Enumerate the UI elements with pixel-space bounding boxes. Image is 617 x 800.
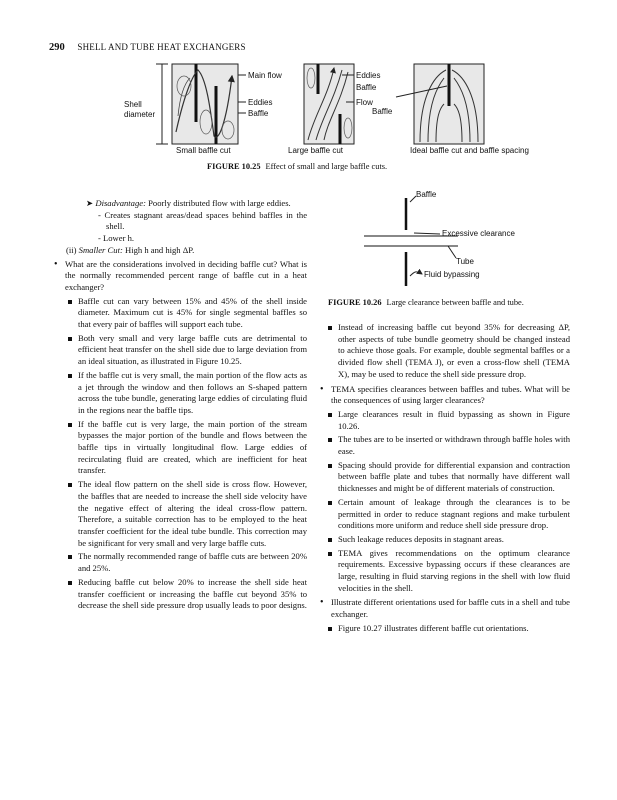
panel-label-large: Large baffle cut xyxy=(288,146,344,155)
bullet-6: The normally recommended range of baffle cuts are between 20% and 25%. xyxy=(66,551,307,574)
disadvantage-label: Disadvantage: xyxy=(95,198,146,208)
tube-label: Tube xyxy=(456,257,474,266)
smaller-cut-para xyxy=(60,245,307,257)
dash-text-2: Lower h. xyxy=(103,233,135,244)
bullet-4: If the baffle cut is very large, the main portion of the stream bypasses the major portion of the bundle and flows between the baffle tips in virtually longitudinal flow. Large eddies of recirculating fluid are created, which are inefficient for heat transfer. xyxy=(66,419,307,478)
fig26-baffle-label: Baffle xyxy=(416,190,437,199)
shell-label: Shell xyxy=(124,100,142,109)
bullet-7: Reducing baffle cut below 20% to increase the shell side heat transfer coefficient or increasing the baffle cut beyond 35% to decrease the shell side pressure drop usually leads to poor designs. xyxy=(66,577,307,612)
clearance-bullet-6: TEMA gives recommendations on the optimum clearance requirements. Excessive bypassing occurs if these clearances are large, resulting in fluid starving regions in the shell with low fluid velocities in the shell. xyxy=(326,548,570,595)
eddies-label-1: Eddies xyxy=(248,98,273,107)
right-bullet-1: Instead of increasing baffle cut beyond 35% for decreasing ΔP, other aspects of tube bundle geometry should be changed instead to achieve those goals. For example, double segmental baffles or a divided flow shell (TEMA J), or even a cross-flow shell (TEMA X), may be used to reduce the shell side pressure drop. xyxy=(326,322,570,381)
baffle-label-2: Baffle xyxy=(356,83,377,92)
bullet-2: Both very small and very large baffle cuts are detrimental to efficient heat transfer on the shell side due to large deviation from an ideal situation, as illustrated in Figure 10.25. xyxy=(66,333,307,368)
running-header xyxy=(49,42,246,53)
panel-large-cut xyxy=(304,64,354,144)
fluid-bypassing-label: Fluid bypassing xyxy=(424,270,480,279)
caption-text: Large clearance between baffle and tube. xyxy=(386,298,524,307)
dash-item-2: - Lower h. xyxy=(98,233,135,244)
left-column xyxy=(60,198,307,612)
clearance-bullet-2: The tubes are to be inserted or withdrawn through baffle holes with ease. xyxy=(326,434,570,457)
dash-item-1: - Creates stagnant areas/dead spaces behind baffles in the shell. xyxy=(98,209,308,232)
clearance-bullet-5: Such leakage reduces deposits in stagnant areas. xyxy=(326,534,570,546)
panel-ideal-cut xyxy=(414,64,484,144)
shell-diameter-label xyxy=(124,100,155,120)
question-3: • Illustrate different orientations used for baffle cuts in a shell and tube exchanger. xyxy=(320,597,570,620)
question-1: • What are the considerations involved in deciding baffle cut? What is the normally recommended percent range of baffle cut in a heat exchanger? xyxy=(54,259,307,294)
clearance-bullet-3: Spacing should provide for differential expansion and contraction between baffle plate and tubes that normally have different wall thicknesses and might be of different materials of construction. xyxy=(326,460,570,495)
baffle-label-3: Baffle xyxy=(372,107,393,116)
diameter-label: diameter xyxy=(124,110,156,119)
page-number: 290 xyxy=(49,42,65,53)
baffle-label-1: Baffle xyxy=(248,109,269,118)
eddies-label-2: Eddies xyxy=(356,71,381,80)
running-title: SHELL AND TUBE HEAT EXCHANGERS xyxy=(77,42,246,52)
caption-text: Effect of small and large baffle cuts. xyxy=(265,162,388,171)
clearance-bullet-4: Certain amount of leakage through the clearances is to be permitted in order to reduce stagnant regions and make turbulent conditions more uniform and reduce shell side pressure drop. xyxy=(326,497,570,532)
panel-label-ideal: Ideal baffle cut and baffle spacing xyxy=(410,146,529,155)
smaller-cut-num: (ii) xyxy=(66,244,77,255)
figure-10-25 xyxy=(118,56,578,162)
panel-small-cut xyxy=(172,64,238,144)
figure-10-25-caption xyxy=(207,162,387,171)
disadvantage-para: ➤ Disadvantage: Poorly distributed flow with large eddies. xyxy=(86,198,291,208)
main-flow-label: Main flow xyxy=(248,71,282,80)
smaller-cut-label: Smaller Cut: xyxy=(78,244,123,255)
question-2: • TEMA specifies clearances between baffles and tubes. What will be the consequences of using larger clearances? xyxy=(320,384,570,407)
bullet-1: Baffle cut can vary between 15% and 45% of the shell inside diameter. Maximum cut is 45% for single segmental baffles so that every pair of baffles will support each tube. xyxy=(66,296,307,331)
bullet-5: The ideal flow pattern on the shell side is cross flow. However, the baffles that are needed to increase the shell side velocity have the negative effect of altering the ideal cross-flow pattern. Therefore, a suitable correction has to be employed to the heat transfer coefficient for the ideal tube bundle. This correction may be significant for very small and very large baffle cuts. xyxy=(66,479,307,549)
orientation-bullet-1: Figure 10.27 illustrates different baffle cut orientations. xyxy=(326,623,570,635)
caption-label: FIGURE 10.25 xyxy=(207,162,261,171)
caption-label: FIGURE 10.26 xyxy=(328,298,382,307)
flow-label: Flow xyxy=(356,98,373,107)
clearance-bullet-1: Large clearances result in fluid bypassing as shown in Figure 10.26. xyxy=(326,409,570,432)
figure-10-26-caption xyxy=(328,298,524,307)
figure-10-26 xyxy=(360,190,560,290)
disadvantage-text: Poorly distributed flow with large eddies. xyxy=(148,198,291,208)
panel-label-small: Small baffle cut xyxy=(176,146,231,155)
excessive-clearance-label: Excessive clearance xyxy=(442,229,515,238)
right-column xyxy=(320,322,570,635)
smaller-cut-text: High h and high ΔP. xyxy=(124,244,195,255)
dash-text-1: Creates stagnant areas/dead spaces behind baffles in the shell. xyxy=(104,209,308,232)
bullet-3: If the baffle cut is very small, the main portion of the flow acts as a jet through the window and then follows an S-shaped pattern across the tube bundle, generating large eddies of circulating fluid in the regions near the baffle tips. xyxy=(66,370,307,417)
